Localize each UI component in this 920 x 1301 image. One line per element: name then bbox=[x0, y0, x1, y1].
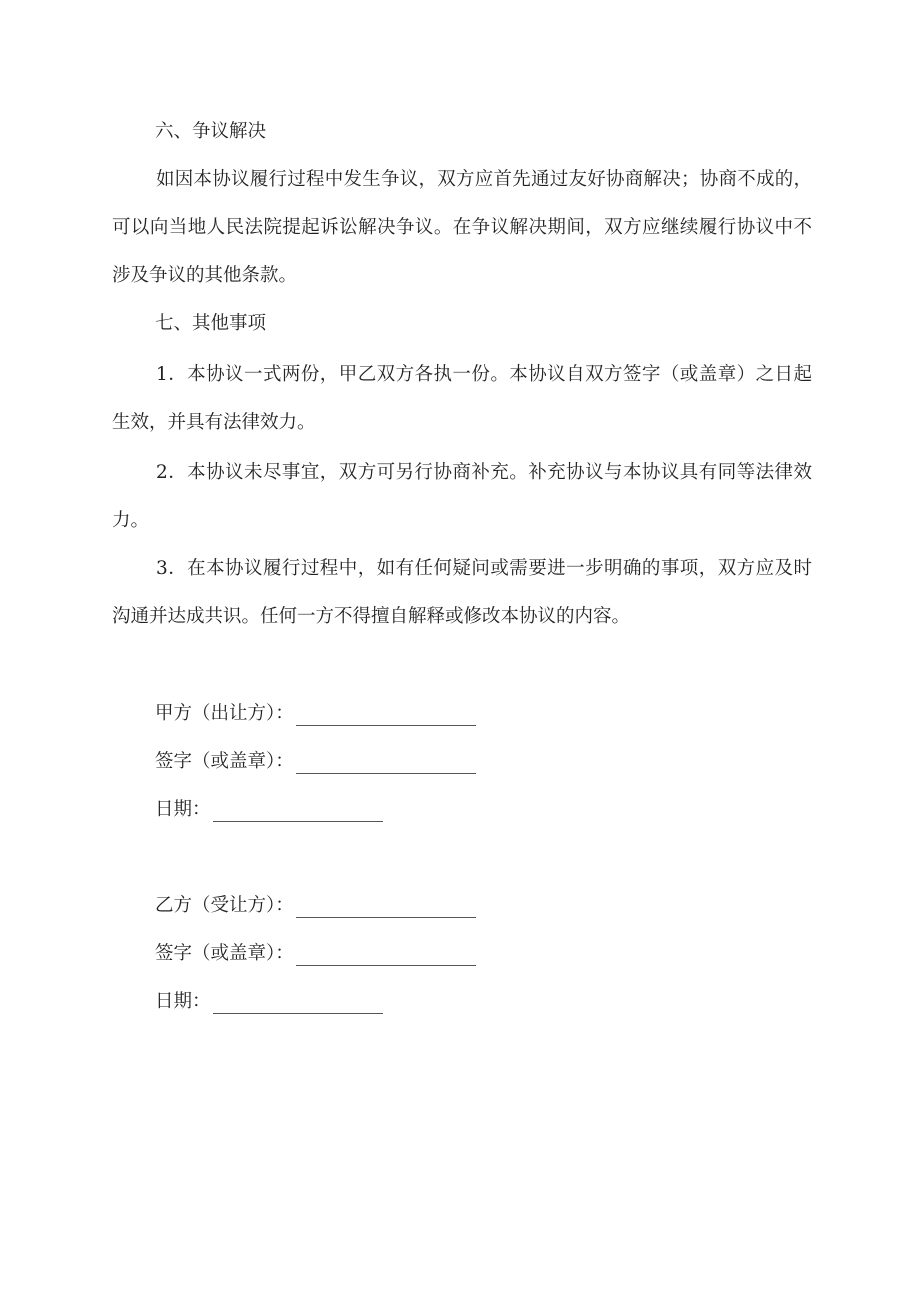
party-a-signature-label: 签字（或盖章）： bbox=[155, 751, 294, 772]
party-a-label: 甲方（出让方）： bbox=[155, 703, 294, 724]
section-6-paragraph: 如因本协议履行过程中发生争议，双方应首先通过友好协商解决；协商不成的，可以向当地人民法院提起诉讼解决争议。在争议解决期间，双方应继续履行协议中不涉及争议的其他条款。 bbox=[112, 169, 812, 286]
party-a-signature-row bbox=[155, 750, 476, 774]
section-7-heading: 七、其他事项 bbox=[155, 313, 267, 334]
party-b-date-label: 日期： bbox=[155, 991, 211, 1012]
section-6-heading: 六、争议解决 bbox=[155, 121, 267, 142]
party-b-row bbox=[155, 894, 476, 918]
party-b-blank[interactable] bbox=[296, 899, 476, 918]
party-a-date-label: 日期： bbox=[155, 799, 211, 820]
section-7-item-3: 3．在本协议履行过程中，如有任何疑问或需要进一步明确的事项，双方应及时沟通并达成共识。任何一方不得擅自解释或修改本协议的内容。 bbox=[112, 558, 812, 627]
party-b-signature-row bbox=[155, 942, 476, 966]
party-b-signature-blank[interactable] bbox=[296, 947, 476, 966]
party-a-row bbox=[155, 702, 476, 726]
party-b-signature-label: 签字（或盖章）： bbox=[155, 943, 294, 964]
party-a-date-blank[interactable] bbox=[213, 803, 383, 822]
party-b-date-row bbox=[155, 990, 383, 1014]
section-7-item-1: 1．本协议一式两份，甲乙双方各执一份。本协议自双方签字（或盖章）之日起生效，并具有法律效力。 bbox=[112, 364, 812, 433]
party-b-label: 乙方（受让方）： bbox=[155, 895, 294, 916]
party-b-date-blank[interactable] bbox=[213, 995, 383, 1014]
section-7-item-2: 2．本协议未尽事宜，双方可另行协商补充。补充协议与本协议具有同等法律效力。 bbox=[112, 462, 812, 531]
party-a-date-row bbox=[155, 798, 383, 822]
party-a-signature-blank[interactable] bbox=[296, 755, 476, 774]
party-a-blank[interactable] bbox=[296, 707, 476, 726]
